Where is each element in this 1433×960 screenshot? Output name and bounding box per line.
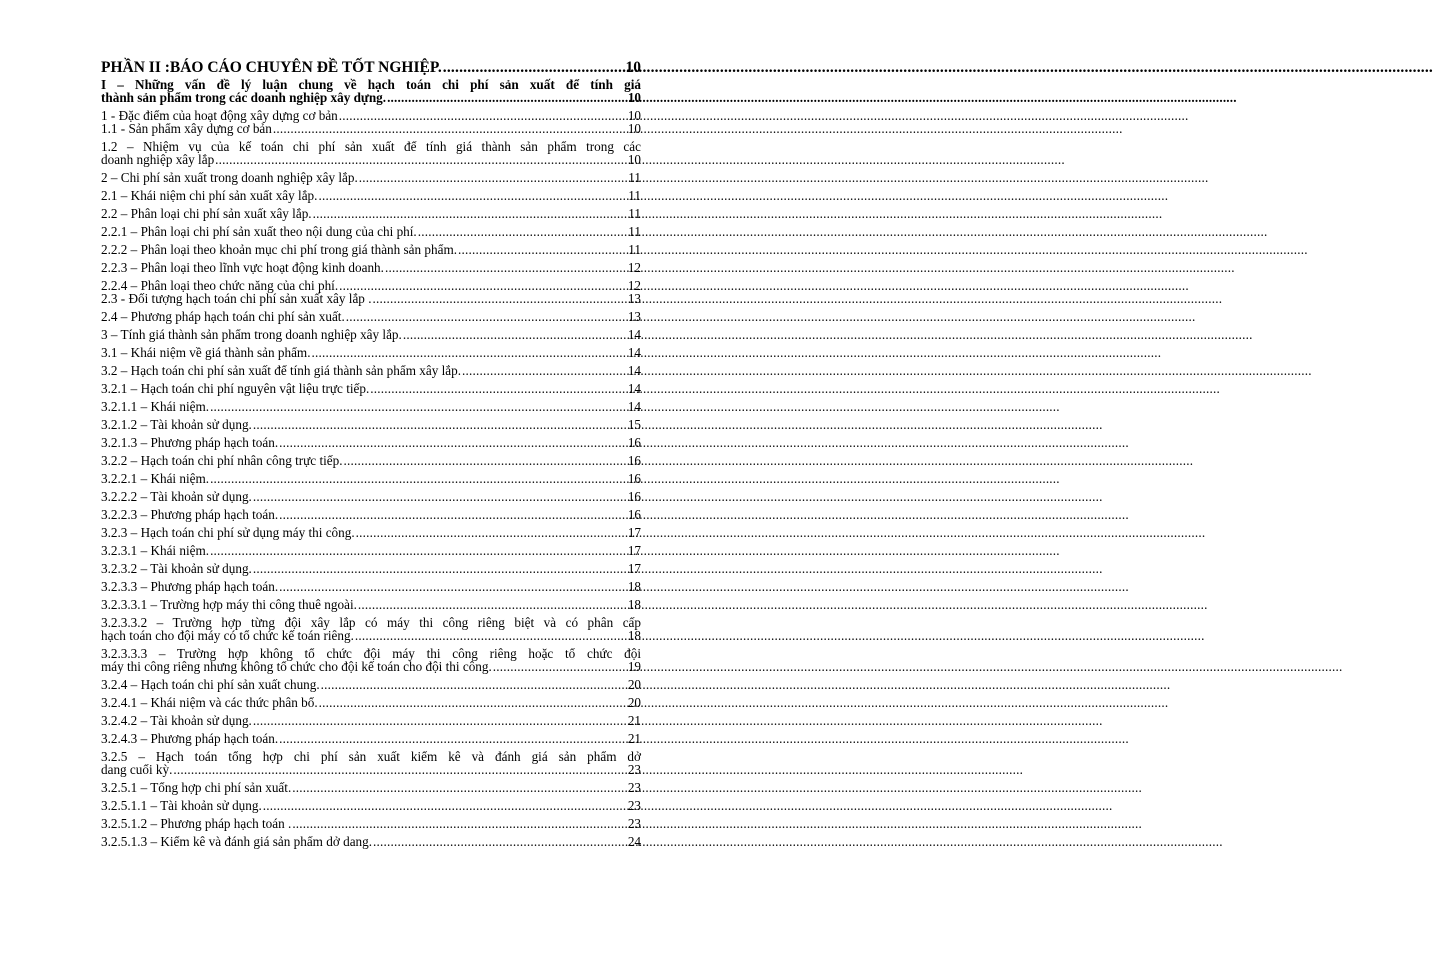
toc-entry-title: 2.2.1 – Phân loại chi phí sản xuất theo nội dung của chi phí. xyxy=(101,224,417,239)
dot-leader xyxy=(458,243,626,256)
toc-page-number: 20 xyxy=(627,695,641,710)
toc-entry xyxy=(101,292,641,305)
toc-entry-title: 3.2.4.2 – Tài khoản sử dụng. xyxy=(101,713,252,728)
toc-page-number: 17 xyxy=(627,543,641,558)
dot-leader xyxy=(318,189,626,202)
toc-page-number: 19 xyxy=(627,659,641,674)
toc-entry-title-line: 3.2.3.3.3 – Trường hợp không tổ chức đội máy thi công riêng hoặc tổ chức đội xyxy=(101,646,641,661)
toc-entry xyxy=(101,78,641,104)
toc-entry xyxy=(101,310,641,323)
toc-page-number: 23 xyxy=(627,816,641,831)
toc-entry xyxy=(101,508,641,521)
toc-entry-title: 3.2.1.3 – Phương pháp hạch toán. xyxy=(101,435,279,450)
toc-entry xyxy=(101,580,641,593)
toc-entry xyxy=(101,598,641,611)
dot-leader xyxy=(321,678,626,691)
toc-entry-title: 2.4 – Phương pháp hạch toán chi phí sản xuất. xyxy=(101,309,345,324)
dot-leader xyxy=(273,122,626,135)
toc-entry-title-line: 3.2.3.3.2 – Trường hợp từng đội xây lắp có máy thi công riêng biệt và có phân cấp xyxy=(101,615,641,630)
dot-leader xyxy=(356,526,626,539)
toc-entry-title: 3.2.1.2 – Tài khoản sử dụng. xyxy=(101,417,252,432)
toc-entry xyxy=(101,364,641,377)
dot-leader xyxy=(493,660,626,673)
dot-leader xyxy=(443,60,624,75)
dot-leader xyxy=(263,799,626,812)
toc-entry-title: 1 - Đặc điểm của hoạt động xây dựng cơ bản xyxy=(101,108,338,123)
dot-leader xyxy=(292,781,626,794)
toc-page-number: 14 xyxy=(627,363,641,378)
toc-entry xyxy=(101,781,641,794)
dot-leader xyxy=(370,382,626,395)
toc-entry-title: dang cuối kỳ. xyxy=(101,762,173,777)
toc-entry xyxy=(101,60,641,75)
table-of-contents xyxy=(101,60,641,853)
toc-page-number: 13 xyxy=(627,291,641,306)
toc-entry-title: 3.2.5.1.3 – Kiểm kê và đánh giá sản phẩm dở dang. xyxy=(101,834,373,849)
toc-entry xyxy=(101,243,641,256)
dot-leader xyxy=(462,364,626,377)
dot-leader xyxy=(359,171,627,184)
toc-entry xyxy=(101,696,641,709)
toc-entry-title: 3.2.2.2 – Tài khoản sử dụng. xyxy=(101,489,252,504)
toc-entry-title: 3 – Tính giá thành sản phẩm trong doanh nghiệp xây lắp. xyxy=(101,327,402,342)
toc-entry xyxy=(101,400,641,413)
toc-entry xyxy=(101,171,641,184)
dot-leader xyxy=(346,310,626,323)
toc-entry xyxy=(101,647,641,673)
dot-leader xyxy=(373,835,626,848)
toc-page-number: 24 xyxy=(627,834,641,849)
toc-entry xyxy=(101,472,641,485)
dot-leader xyxy=(373,292,626,305)
toc-entry-title: 3.2.2 – Hạch toán chi phí nhân công trực tiếp. xyxy=(101,453,343,468)
toc-page-number: 15 xyxy=(627,417,641,432)
toc-entry xyxy=(101,189,641,202)
toc-entry xyxy=(101,382,641,395)
toc-page-number: 23 xyxy=(627,780,641,795)
dot-leader xyxy=(403,328,626,341)
toc-entry-title: 3.2.3.2 – Tài khoản sử dụng. xyxy=(101,561,252,576)
dot-leader xyxy=(418,225,627,238)
toc-entry-title: hạch toán cho đội máy có tổ chức kế toán riêng. xyxy=(101,628,354,643)
toc-page-number: 12 xyxy=(627,260,641,275)
toc-entry-title: 3.1 – Khái niệm về giá thành sản phẩm. xyxy=(101,345,311,360)
toc-page-number: 23 xyxy=(627,798,641,813)
toc-entry xyxy=(101,418,641,431)
toc-entry xyxy=(101,261,641,274)
toc-page-number: 13 xyxy=(627,309,641,324)
toc-entry-title: 3.2.3.3.1 – Trường hợp máy thi công thuê ngoài. xyxy=(101,597,357,612)
toc-entry xyxy=(101,678,641,691)
toc-page-number: 20 xyxy=(627,677,641,692)
toc-entry xyxy=(101,562,641,575)
toc-entry-title: 3.2.1.1 – Khái niệm. xyxy=(101,399,210,414)
dot-leader xyxy=(253,562,626,575)
toc-page-number: 14 xyxy=(627,381,641,396)
toc-entry-title: 3.2.4.1 – Khái niệm và các thức phân bổ. xyxy=(101,695,318,710)
dot-leader xyxy=(253,490,626,503)
toc-page-number: 18 xyxy=(627,597,641,612)
toc-entry xyxy=(101,750,641,776)
toc-page-number: 23 xyxy=(627,762,641,777)
dot-leader xyxy=(385,261,626,274)
toc-entry xyxy=(101,454,641,467)
toc-entry-title: 2 – Chi phí sản xuất trong doanh nghiệp xây lắp. xyxy=(101,170,358,185)
toc-entry xyxy=(101,225,641,238)
toc-entry-title: 3.2.3.3 – Phương pháp hạch toán. xyxy=(101,579,279,594)
dot-leader xyxy=(387,91,626,104)
toc-entry-title: 3.2.2.3 – Phương pháp hạch toán. xyxy=(101,507,279,522)
toc-page-number: 21 xyxy=(627,713,641,728)
toc-entry xyxy=(101,817,641,830)
toc-entry xyxy=(101,732,641,745)
toc-page-number: 18 xyxy=(627,628,641,643)
dot-leader xyxy=(215,153,626,166)
toc-entry xyxy=(101,544,641,557)
toc-entry xyxy=(101,140,641,166)
toc-page-number: 21 xyxy=(627,731,641,746)
toc-entry-title: 3.2.3 – Hạch toán chi phí sử dụng máy thi công. xyxy=(101,525,355,540)
toc-entry-title-line: 3.2.5 – Hạch toán tổng hợp chi phí sản xuất kiểm kê và đánh giá sản phẩm dở xyxy=(101,749,641,764)
dot-leader xyxy=(253,418,626,431)
toc-page-number: 16 xyxy=(627,507,641,522)
toc-entry-title: 2.3 - Đối tượng hạch toán chi phí sản xuất xây lắp . xyxy=(101,291,372,306)
toc-page-number: 11 xyxy=(628,242,641,257)
dot-leader xyxy=(313,207,627,220)
toc-entry-title: 2.2.4 – Phân loại theo chức năng của chi phí. xyxy=(101,278,339,293)
toc-entry-title: thành sản phẩm trong các doanh nghiệp xây dựng. xyxy=(101,90,387,105)
dot-leader xyxy=(210,472,626,485)
toc-entry-title: 3.2.5.1 – Tổng hợp chi phí sản xuất. xyxy=(101,780,292,795)
toc-entry-title: 2.2.3 – Phân loại theo lĩnh vực hoạt động kinh doanh. xyxy=(101,260,384,275)
toc-entry xyxy=(101,799,641,812)
toc-entry-title: doanh nghiệp xây lắp xyxy=(101,152,215,167)
toc-entry xyxy=(101,616,641,642)
toc-entry xyxy=(101,835,641,848)
toc-page-number: 12 xyxy=(627,278,641,293)
toc-page-number: 17 xyxy=(627,525,641,540)
toc-entry-title: 3.2 – Hạch toán chi phí sản xuất để tính giá thành sản phẩm xây lắp. xyxy=(101,363,462,378)
toc-entry-title: máy thi công riêng nhưng không tổ chức cho đội kế toán cho đội thi công. xyxy=(101,659,492,674)
toc-page-number: 16 xyxy=(627,435,641,450)
toc-entry-title: 3.2.5.1.2 – Phương pháp hạch toán . xyxy=(101,816,292,831)
dot-leader xyxy=(292,817,626,830)
toc-entry xyxy=(101,714,641,727)
toc-page-number: 11 xyxy=(628,170,641,185)
toc-entry xyxy=(101,328,641,341)
dot-leader xyxy=(173,763,625,776)
dot-leader xyxy=(210,544,626,557)
toc-page-number: 11 xyxy=(628,206,641,221)
toc-page-number: 16 xyxy=(627,453,641,468)
toc-entry xyxy=(101,526,641,539)
toc-page-number: 10 xyxy=(627,90,641,105)
dot-leader xyxy=(279,580,626,593)
toc-entry-title: 2.2.2 – Phân loại theo khoản mục chi phí trong giá thành sản phẩm. xyxy=(101,242,457,257)
toc-entry-title: 3.2.4.3 – Phương pháp hạch toán. xyxy=(101,731,279,746)
dot-leader xyxy=(319,696,626,709)
toc-entry-title: 3.2.4 – Hạch toán chi phí sản xuất chung. xyxy=(101,677,320,692)
toc-entry-title-line: 1.2 – Nhiệm vụ của kế toán chi phí sản xuất để tính giá thành sản phẩm trong các xyxy=(101,139,641,154)
toc-page-number: 11 xyxy=(628,188,641,203)
toc-entry xyxy=(101,436,641,449)
toc-entry-title: 3.2.3.1 – Khái niệm. xyxy=(101,543,210,558)
toc-entry xyxy=(101,122,641,135)
toc-entry-title: PHẦN II :BÁO CÁO CHUYÊN ĐỀ TỐT NGHIỆP. xyxy=(101,59,442,76)
toc-page-number: 10 xyxy=(627,108,641,123)
dot-leader xyxy=(279,732,626,745)
toc-entry xyxy=(101,490,641,503)
dot-leader xyxy=(279,436,626,449)
toc-page-number: 14 xyxy=(627,327,641,342)
dot-leader xyxy=(253,714,626,727)
toc-entry-title: 3.2.5.1.1 – Tài khoản sử dụng. xyxy=(101,798,262,813)
toc-entry-title: 3.2.1 – Hạch toán chi phí nguyên vật liệu trực tiếp. xyxy=(101,381,370,396)
toc-entry-title-line: I – Những vấn đề lý luận chung về hạch toán chi phí sản xuất để tính giá xyxy=(101,77,641,92)
toc-page-number: 10 xyxy=(627,121,641,136)
toc-entry-title: 1.1 - Sản phẩm xây dựng cơ bản xyxy=(101,121,272,136)
dot-leader xyxy=(358,598,626,611)
toc-entry xyxy=(101,207,641,220)
dot-leader xyxy=(279,508,626,521)
toc-page-number: 14 xyxy=(627,399,641,414)
toc-page-number: 17 xyxy=(627,561,641,576)
toc-page-number: 11 xyxy=(628,224,641,239)
dot-leader xyxy=(344,454,626,467)
toc-page-number: 18 xyxy=(627,579,641,594)
toc-page-number: 16 xyxy=(627,471,641,486)
toc-entry-title: 2.1 – Khái niệm chi phí sản xuất xây lắp. xyxy=(101,188,318,203)
dot-leader xyxy=(210,400,626,413)
toc-entry-title: 3.2.2.1 – Khái niệm. xyxy=(101,471,210,486)
dot-leader xyxy=(312,346,626,359)
toc-page-number: 16 xyxy=(627,489,641,504)
toc-page-number: 14 xyxy=(627,345,641,360)
toc-page-number: 10 xyxy=(625,59,641,76)
toc-page-number: 10 xyxy=(627,152,641,167)
dot-leader xyxy=(355,629,626,642)
toc-entry xyxy=(101,346,641,359)
toc-entry-title: 2.2 – Phân loại chi phí sản xuất xây lắp. xyxy=(101,206,312,221)
